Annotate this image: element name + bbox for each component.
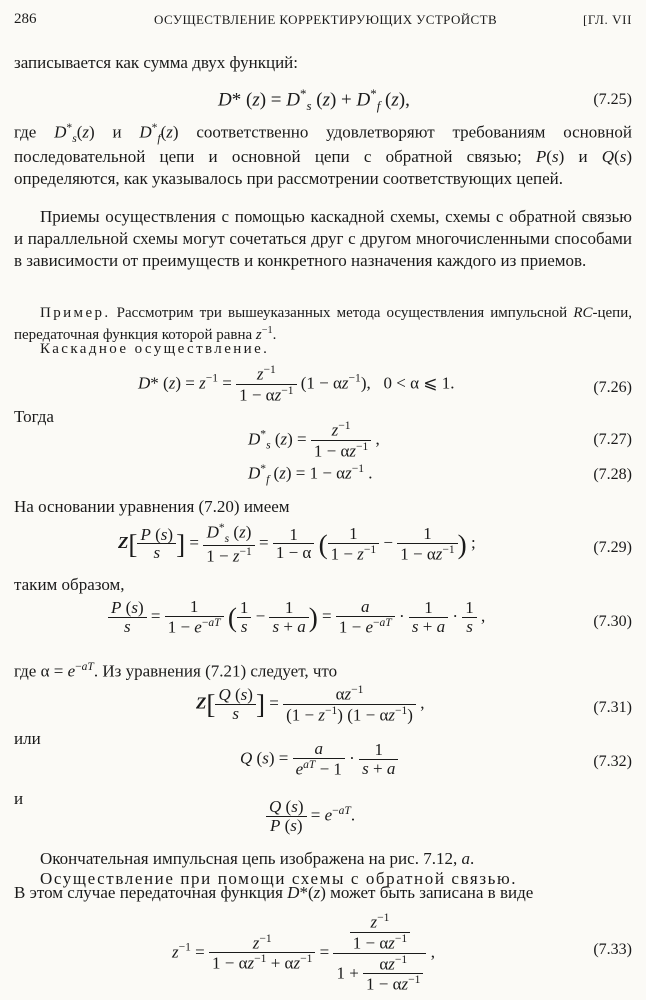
equation-7-31: Z[ $\frac{Q (s)}{s}$ ] = $\frac{\alpha z^{-1}}{(1 - z^{-1}) (1 - \alpha z^{-1})}$ , [196,683,425,725]
text-thus: таким образом, [14,575,125,594]
section-cascade: Каскадное осуществление. [40,341,270,357]
equation-number: (7.25) [593,91,632,108]
paragraph-where: где $D^*_s(z)$ и $D^*_f(z)$ соответственно удовлетворяют требованиям основной последовательной цепи и основной цепи с обратной связью; P(s) и Q(s) определяются, как указывалось при рассмотрении соответствующих цепей. [14,121,632,189]
equation-7-25: D* $(z) = D^*_s$ $(z) + D^*_f$ (z), [218,86,410,114]
text-or: или [14,729,41,748]
running-title: ОСУЩЕСТВЛЕНИЕ КОРРЕКТИРУЮЩИХ УСТРОЙСТВ [154,12,498,27]
equation-7-33: $z^{-1}$ = $\frac{z^{-1}}{1 - \alpha z^{-1} + \alpha z^{-1}}$ = $\frac{z^{-1}}{1 - \alpha z^{-1}}$ 1 + $\frac{\alpha z^{-1}}{1 - \alpha z^{-1}}$ , [172,911,435,994]
paragraph-where-alpha: где $\alpha = e^{-aT}$. Из уравнения (7.21) следует, что [14,660,338,681]
equation-7-29: Z[ $\frac{P (s)}{s}$ ] = $\frac{D^*_s (z)}{1 - z^{-1}}$ = $\frac{1}{1 - \alpha}$ ( $\frac{1}{1 - z^{-1}}$ − $\frac{1}{1 - \alpha z^{-1}}$ ) ; [118,521,476,566]
equation-7-30: $\frac{P (s)}{s}$ = $\frac{1}{1 - e^{-aT}}$ ( $\frac{1}{s}$ − $\frac{1}{s + a}$ ) = $\frac{a}{1 - e^{-aT}}$ · $\frac{1}{s + a}$ · $\frac{1}{s}$ , [108,598,485,637]
equation-number: (7.31) [593,699,632,716]
paragraph-methods: Приемы осуществления с помощью каскадной схемы, схемы с обратной связью и параллельной схемы могут сочетаться друг с другом многочисленными способами в зависимости от преимуществ и конкретного назначения каждого из приемов. [14,207,632,271]
equation-7-27: $D^*_s$ (z) = $\frac{z^{-1}}{1 - \alpha z^{-1}}$ , [248,419,380,461]
equation-q-over-p: $\frac{Q (s)}{P (s)}$ = $e^{-aT}$. [266,798,355,836]
equation-number: (7.32) [593,753,632,770]
equation-number: (7.33) [593,941,632,958]
equation-number: (7.26) [593,379,632,396]
text-and: и [14,789,24,808]
equation-7-32: Q (s) = $\frac{a}{e^{aT} - 1}$ · $\frac{1}{s + a}$ [240,740,398,779]
equation-7-28: $D^*_f$ $(z) = 1 - \alpha z^{-1}$ . [248,462,373,487]
equation-number: (7.29) [593,539,632,556]
equation-number: (7.28) [593,466,632,483]
text-then: Тогда [14,407,54,426]
paragraph-based-on: На основании уравнения (7.20) имеем [14,497,290,516]
page-number: 286 [14,11,37,27]
equation-number: (7.27) [593,431,632,448]
paragraph-intro: записывается как сумма двух функций: [14,53,299,72]
section-feedback: Осуществление при помощи схемы с обратной связью. [40,869,518,888]
page-header [14,10,632,34]
paragraph-example: Пример. Рассмотрим три вышеуказанных метода осуществления импульсной RC-цепи, передаточная функция которой равна $z^{-1}$. [14,305,632,343]
equation-number: (7.30) [593,613,632,630]
chapter-marker: [ГЛ. VII [582,12,632,27]
paragraph-transfer: В этом случае передаточная функция D*(z) может быть записана в виде [14,883,534,902]
equation-7-26: D* $(z) = z^{-1}$ = $\frac{z^{-1}}{1 - \alpha z^{-1}}$ $(1 - \alpha z^{-1})$, 0 < α ⩽ 1. [138,363,455,405]
paragraph-final-circuit: Окончательная импульсная цепь изображена на рис. 7.12, а. [40,849,475,868]
